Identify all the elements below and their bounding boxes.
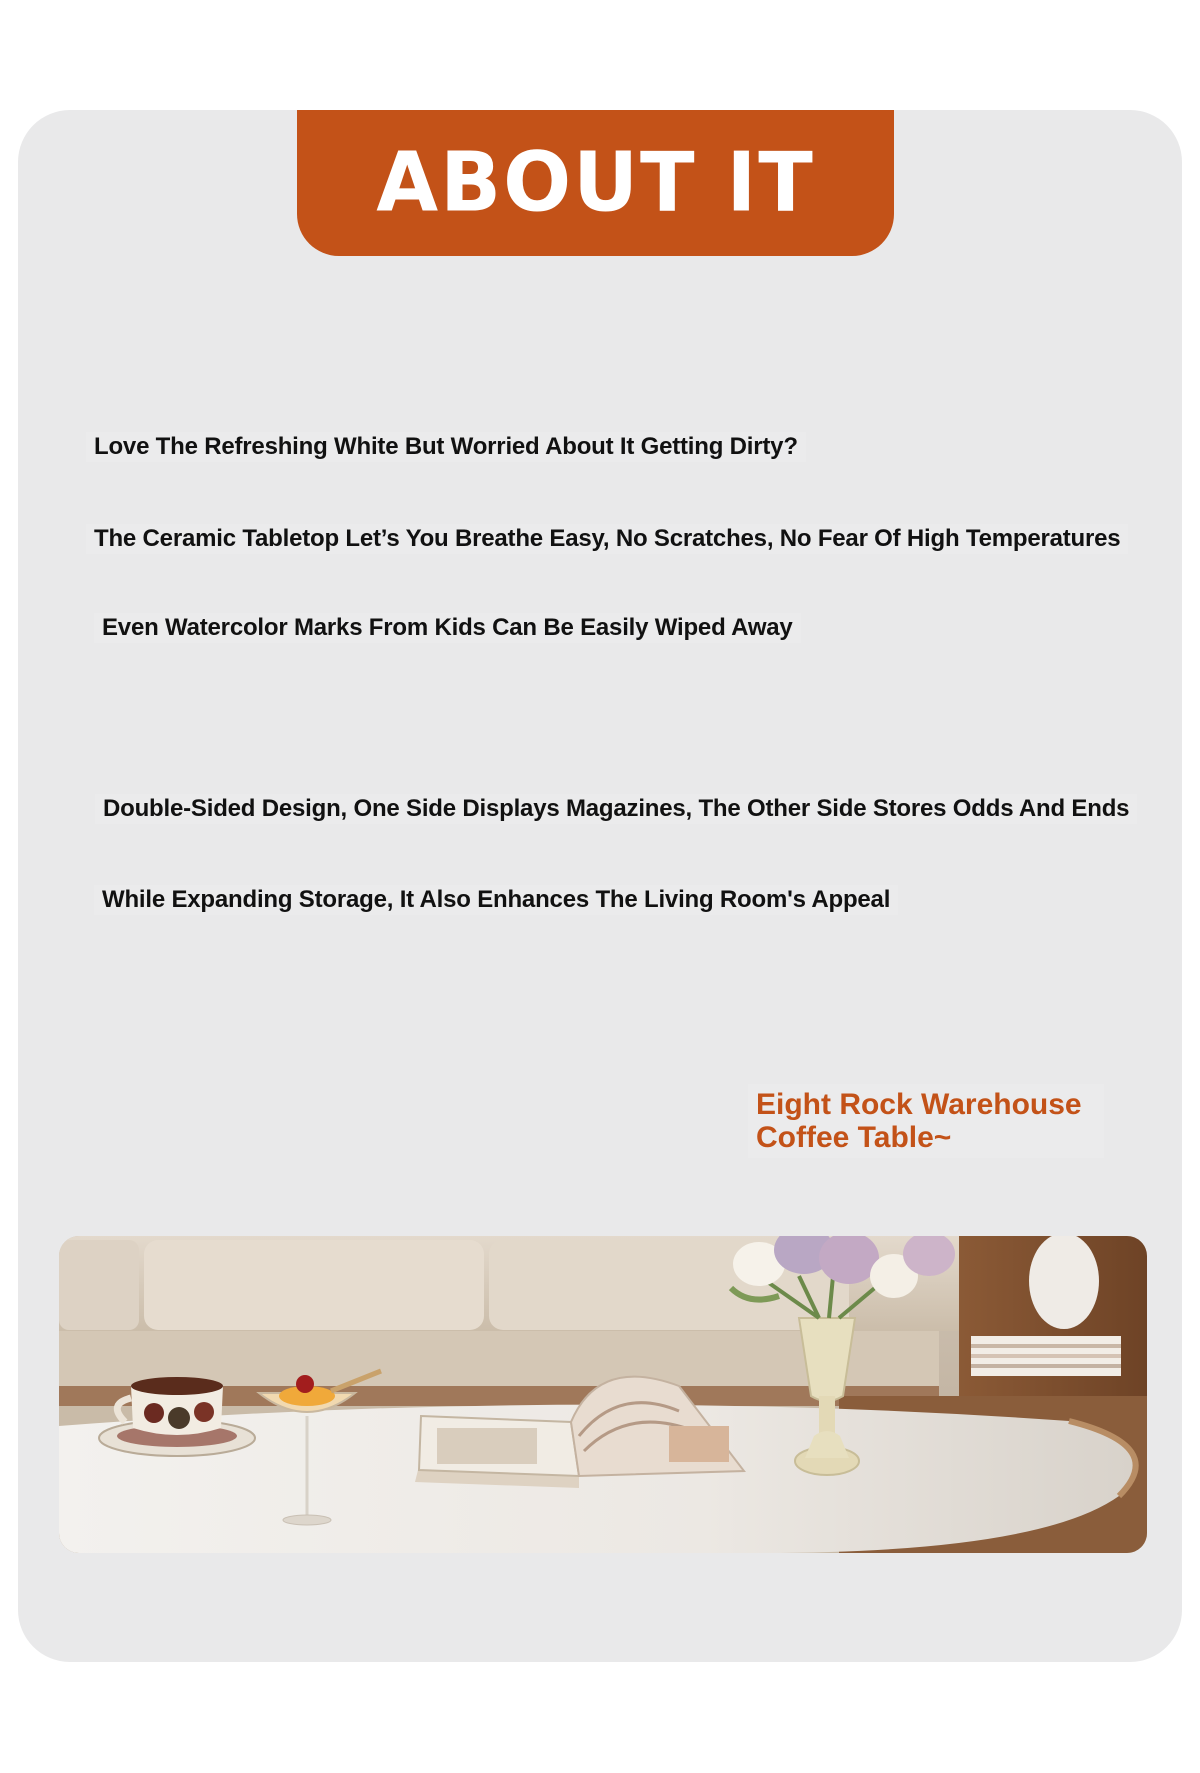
coffee-table-scene-image	[59, 1236, 1147, 1553]
section-header-tab	[297, 110, 894, 256]
product-photo	[59, 1236, 1147, 1553]
feature-text-4: Double-Sided Design, One Side Displays Magazines, The Other Side Stores Odds And Ends	[95, 794, 1137, 824]
feature-text-3: Even Watercolor Marks From Kids Can Be Easily Wiped Away	[94, 613, 801, 643]
product-name-line-2: Coffee Table~	[756, 1121, 952, 1154]
product-name	[748, 1084, 1104, 1158]
feature-text-2: The Ceramic Tabletop Let’s You Breathe Easy, No Scratches, No Fear Of High Temperatures	[86, 524, 1128, 554]
feature-text-1: Love The Refreshing White But Worried About It Getting Dirty?	[86, 432, 806, 462]
section-title: ABOUT IT	[376, 135, 815, 230]
product-name-line-1: Eight Rock Warehouse	[756, 1088, 1082, 1121]
feature-text-5: While Expanding Storage, It Also Enhances The Living Room's Appeal	[94, 885, 898, 915]
